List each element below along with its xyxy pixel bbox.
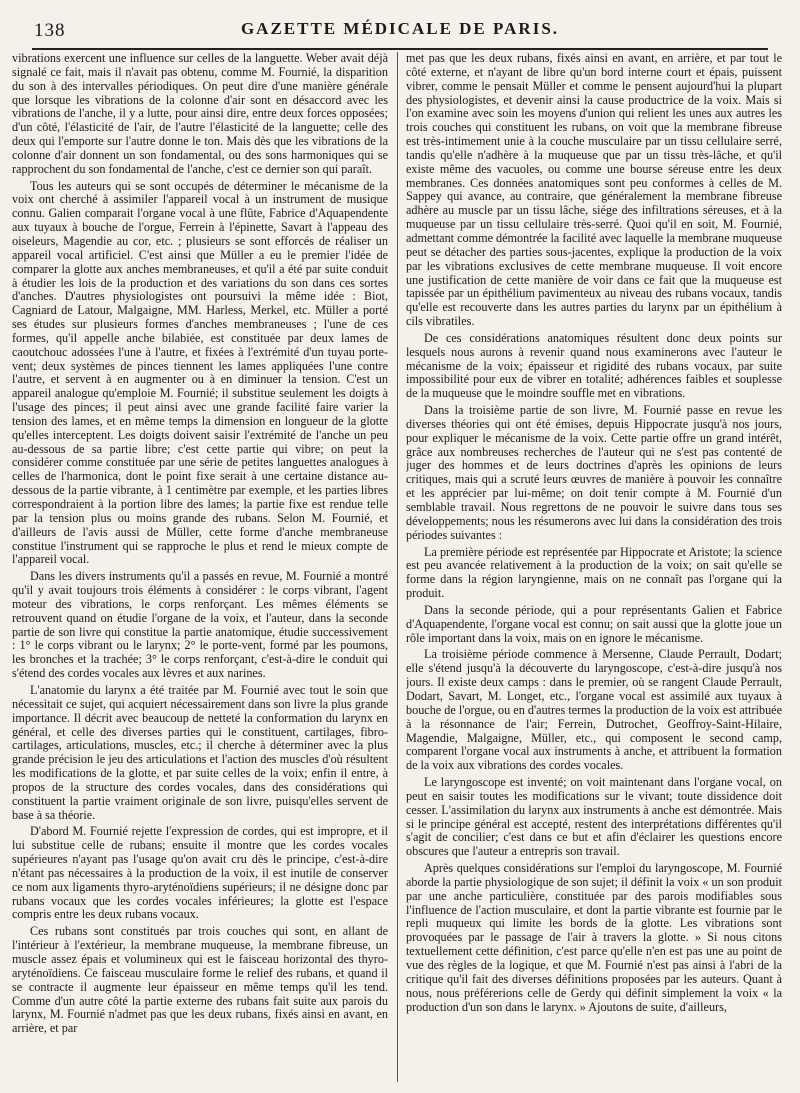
- header-rule: [32, 48, 768, 50]
- left-column: [12, 52, 388, 1087]
- paragraph: Après quelques considérations sur l'emploi du laryngoscope, M. Fournié aborde la partie physiologique de son sujet; il définit la voix « un son produit par une anche particulière, constituée par des parois modifiables sous l'influence de l'action musculaire, et dont la partie vibrante est fournie par le repli muqueux qui limite les bords de la glotte. Les vibrations sont provoquées par le passage de l'air à travers la glotte. » Si nous citons textuellement cette définition, c'est parce qu'elle n'en est pas une au point de vue des règles de la logique, et que M. Fournié n'est pas ainsi à l'abri de la critique qu'il fait des diverses définitions proposées par les auteurs. Quant à nous, nous préférerions celle de Gerdy qui définit simplement la voix « la production d'un son dans le larynx. » Ajoutons de suite, d'ailleurs,: [406, 861, 782, 1014]
- page-header: [22, 6, 778, 46]
- paragraph: La troisième période commence à Mersenne, Claude Perrault, Dodart; elle s'étend jusqu'à la découverte du laryngoscope, c'est-à-dire jusqu'à nos jours. Il existe deux camps : dans le premier, où se rangent Claude Perrault, Dodart, Savart, M. Longet, etc., l'organe vocal est assimilé aux tuyaux à bouche de l'orgue, ou en d'autres termes la production de la voix est attribuée à la résonnance de l'air; Ferrein, Dutrochet, Geoffroy-Saint-Hilaire, Magendie, Malgaigne, Müller, etc., qui composent le second camp, comparent l'organe vocal aux instruments à anche, et attribuent la formation de la voix aux vibrations des cordes vocales.: [406, 647, 782, 773]
- paragraph: La première période est représentée par Hippocrate et Aristote; la science est peu avancée relativement à la production de la voix; on sait qu'elle se forme dans la région laryngienne, mais on ne connaît pas l'organe qui la produit.: [406, 544, 782, 601]
- paragraph: Ces rubans sont constitués par trois couches qui sont, en allant de l'intérieur à l'extérieur, la membrane muqueuse, la membrane fibreuse, un muscle assez épais et volumineux qui est le faisceau horizontal des thyro-aryténoïdiens. Ce faisceau musculaire forme le relief des rubans, et quand il se contracte il augmente leur épaisseur en même temps qu'il les tend. Comme d'un autre côté la partie externe des rubans fait suite aux parois du larynx, M. Fournié n'admet pas que les deux rubans, fixés ainsi en avant, en arrière, et par: [12, 924, 388, 1036]
- paragraph: Dans les divers instruments qu'il a passés en revue, M. Fournié a montré qu'il y avait toujours trois éléments à considérer : le corps vibrant, l'agent moteur des vibrations, le corps renforçant. Les mêmes éléments se retrouvent quand on étudie l'organe de la voix, et l'auteur, dans la seconde partie de son livre qui constitue la partie anatomique, étudie successivement : 1° le corps vibrant ou le larynx; 2° le porte-vent, formé par les poumons, les bronches et la trachée; 3° le corps renforçant, c'est-à-dire le conduit qui s'étend des cordes vocales aux lèvres et aux narines.: [12, 569, 388, 681]
- paragraph: L'anatomie du larynx a été traitée par M. Fournié avec tout le soin que nécessitait ce sujet, qui acquiert nécessairement dans son livre la plus grande importance. Il décrit avec beaucoup de netteté la conformation du larynx en général, et celle des diverses parties qui le constituent, cartilages, fibro-cartilages, articulations, muscles, etc.; il cherche à déterminer avec la plus grande précision le jeu des articulations et l'action des muscles d'où résultent les modifications de la glotte, et par suite celles de la voix; enfin il entre, à propos de la structure des cordes vocales, dans des considérations qui constituent la partie vraiment originale de son livre, puisqu'elles servent de base à sa théorie.: [12, 682, 388, 822]
- journal-title: GAZETTE MÉDICALE DE PARIS.: [240, 19, 560, 38]
- paragraph: Dans la seconde période, qui a pour représentants Galien et Fabrice d'Aquapendente, l'organe vocal est connu; on sait aussi que la glotte joue un rôle important dans la voix, mais on en ignore le mécanisme.: [406, 602, 782, 645]
- paragraph: met pas que les deux rubans, fixés ainsi en avant, en arrière, et par tout le côté externe, et n'ayant de libre qu'un bord interne court et épais, puissent vibrer, comme le pensait Müller et comme le pensent aujourd'hui la plupart des physiologistes, et devenir ainsi la cause productrice de la voix. Mais si l'on examine avec soin les moyens d'union qui relient les unes aux autres les trois couches qui constituent les rubans, on voit que la membrane fibreuse est très-intimement unie à la couche musculaire par un tissu cellulaire serré, tandis qu'elle n'adhère à la muqueuse que par un tissu très-lâche, et qu'il existe même des vacuoles, ou comme une bourse séreuse entre les deux membranes. Ces données anatomiques sont peu conformes à celles de M. Sappey qui avance, au contraire, que généralement la membrane fibreuse adhère au muscle par un tissu lâche, siége des infiltrations séreuses, et à la muqueuse par un tissu cellulaire très-serré. Quoi qu'il en soit, M. Fournié, admettant comme démontrée la facilité avec laquelle la membrane muqueuse peut se détacher des parties sous-jacentes, explique la production de la voix par les vibrations exclusives de cette membrane muqueuse. Il voit encore une justification de cette manière de voir dans ce fait que la muqueuse est tapissée par un épithélium pavimenteux au niveau des rubans vocaux, tandis qu'elle est recouverte dans les autres parties du larynx par un épithélium à cils vibratiles.: [406, 52, 782, 329]
- paragraph: Le laryngoscope est inventé; on voit maintenant dans l'organe vocal, on peut en saisir toutes les modifications sur le vivant; toute dissidence doit cesser. L'assimilation du larynx aux instruments à anche est démontrée. Mais si le principe général est accepté, restent des interprétations différentes qu'il s'agit de concilier; c'est dans ce but et afin d'éclairer les questions encore obscures que l'auteur a entrepris son travail.: [406, 775, 782, 859]
- right-column: [406, 52, 782, 1087]
- paragraph: D'abord M. Fournié rejette l'expression de cordes, qui est impropre, et il lui substitue celle de rubans; ensuite il montre que les cordes vocales supérieures n'ayant pas l'usage qu'on avait cru dès le principe, c'est-à-dire n'étant pas nécessaires à la production de la voix, il est inutile de conserver ce nom aux ligaments thyro-aryténoïdiens supérieurs; il ne désigne donc par rubans vocaux que les cordes vocales inférieures; la glotte est l'espace compris entre les deux rubans vocaux.: [12, 824, 388, 922]
- paragraph: De ces considérations anatomiques résultent donc deux points sur lesquels nous aurons à revenir quand nous examinerons avec l'auteur le mécanisme de la voix; épaisseur et rigidité des rubans vocaux, par suite impossibilité pour eux de vibrer en totalité; adhérences faibles et souplesse de la muqueuse que le moindre souffle met en vibrations.: [406, 330, 782, 401]
- column-divider: [397, 52, 398, 1082]
- paragraph: vibrations exercent une influence sur celles de la languette. Weber avait déjà signalé ce fait, mais il n'avait pas obtenu, comme M. Fournié, la disparition du son à des intervalles périodiques. On peut dire d'une manière générale que lorsque les vibrations de la colonne d'air sont en désaccord avec les vibrations de l'anche, il y a lutte, pour ainsi dire, entre deux forces opposées; d'un côté, l'élasticité de l'air, de l'autre l'élasticité de la languette; celle des deux qui l'emporte sur l'autre donne le ton. Mais dès que les vibrations de la colonne d'air donnent un son fondamental, ou des sons harmoniques qui se rapprochent du son fondamental de l'anche, c'est ce dernier son qui paraît.: [12, 52, 388, 176]
- page-number: 138: [34, 20, 66, 41]
- paragraph: Dans la troisième partie de son livre, M. Fournié passe en revue les diverses théories qui ont été émises, depuis Hippocrate jusqu'à nos jours, pour expliquer le mécanisme de la voix. Cette partie offre un grand intérêt, grâce aux nombreuses recherches de l'auteur qui ne s'est pas contenté de juger des hommes et de leurs doctrines d'après les opinions de leurs critiques, mais qui a scruté leurs œuvres de manière à pouvoir les connaître et les apprécier par lui-même; on doit tenir compte à M. Fournié d'un semblable travail. Nous regrettons de ne pouvoir le suivre dans tous ses développements; nous les résumerons avec lui dans la considération des trois périodes suivantes :: [406, 403, 782, 542]
- paragraph: Tous les auteurs qui se sont occupés de déterminer le mécanisme de la voix ont cherché à assimiler l'appareil vocal à un instrument de musique connu. Galien comparait l'organe vocal à une flûte, Fabrice d'Aquapendente aux tuyaux à bouche de l'orgue, Ferrein à l'épinette, Savart à l'appeau des oiseleurs, Magendie au cor, etc. ; plusieurs se sont efforcés de réaliser un appareil vocal artificiel. C'est ainsi que Müller a eu le premier l'idée de comparer la glotte aux anches membraneuses, et qu'il a été par suite conduit à étudier les lois de la production et des variations du son dans ces sortes d'anches. D'autres physiologistes ont poursuivi la même idée : Biot, Cagniard de Latour, Malgaigne, MM. Harless, Merkel, etc. Müller a porté ses études sur plusieurs formes d'anches membraneuses ; l'une de ces formes, qu'il appelle anche bilabiée, est constituée par deux lames de caoutchouc adossées l'une à l'autre, et fixées à l'extrémité d'un tuyau porte-vent; deux systèmes de pinces tiennent les lames appliquées l'une contre l'autre, et servent à en augmenter ou à en diminuer la tension. C'est un appareil analogue qu'emploie M. Fournié; il substitue seulement les doigts à l'usage des pinces; il peut ainsi avec une grande facilité faire varier la tension des lames, et en même temps la dimension en longueur de la glotte qu'elles interceptent. Les doigts doivent saisir l'extrémité de l'anche un peu au-dessous de sa partie libre; c'est cette partie qui vibre; on peut la considérer comme constituée par une série de petites languettes analogues à celles de l'harmonica, dont le point fixe serait à une certaine distance au-dessous de la partie vibrante, à 1 centimètre par exemple, et les parties libres correspondraient à la portion libre des lames; la partie fixe est rendue telle par la tension plus ou moins grande des rubans. Selon M. Fournié, et d'ailleurs de l'avis aussi de Müller, cette forme d'anche membraneuse constitue l'instrument qui se rapproche le plus et rend le mieux compte de l'appareil vocal.: [12, 178, 388, 567]
